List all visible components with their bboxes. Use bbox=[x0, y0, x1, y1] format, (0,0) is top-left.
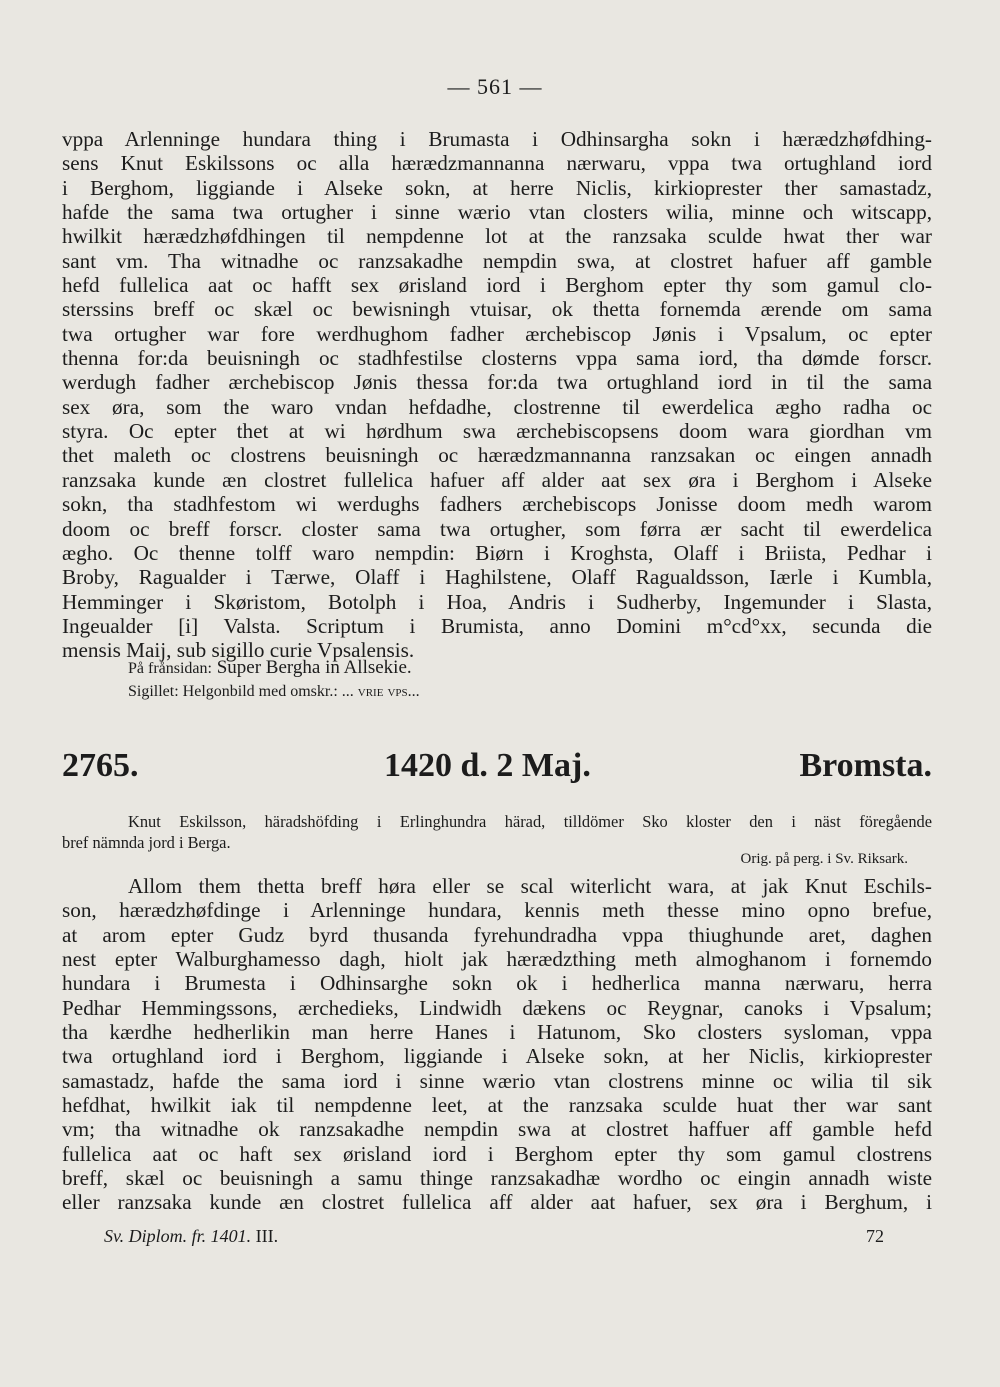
text-line: vm; tha witnadhe ok ranzsakadhe nempdin swa at clostret haffuer aff gamble hefd bbox=[62, 1117, 932, 1142]
text-line: sens Knut Eskilssons oc alla hærædzmannanna nærwaru, vppa twa ortughland iord bbox=[62, 151, 932, 176]
source-reference: Orig. på perg. i Sv. Riksark. bbox=[740, 851, 908, 867]
seal-note-label: Sigillet: bbox=[128, 683, 179, 700]
entry-place: Bromsta. bbox=[799, 747, 932, 784]
text-line: twa ortughland iord i Berghom, liggiande i Alseke sokn, at her Niclis, kirkioprester bbox=[62, 1044, 932, 1069]
back-note-label: På frånsidan: bbox=[128, 660, 212, 677]
entry-heading bbox=[62, 747, 932, 791]
text-line: Allom them thetta breff høra eller se scal witerlicht wara, at jak Knut Eschils- bbox=[128, 874, 932, 898]
entry-date: 1420 d. 2 Maj. bbox=[384, 747, 591, 784]
text-line: i Berghom, liggiande i Alseke sokn, at herre Niclis, kirkioprester ther samastadz, bbox=[62, 175, 932, 200]
footer-series bbox=[104, 1226, 278, 1247]
text-line: sokn, tha stadhfestom wi werdughs fadhers ærchebiscops Jonisse doom medh warom bbox=[62, 492, 932, 517]
back-note-text: Super Bergha in Allsekie. bbox=[216, 657, 412, 678]
summary-line: Knut Eskilsson, häradshöfding i Erlinghundra härad, tilldömer Sko kloster den i näst föregående bbox=[128, 812, 932, 831]
text-line: twa ortugher war fore werdhughom fadher ærchebiscop Jønis i Vpsalum, oc epter bbox=[62, 321, 932, 346]
seal-legend: vrie vps bbox=[357, 683, 408, 700]
text-line: doom oc breff forscr. closter sama twa ortugher, som førra ær sacht til ewerdelica bbox=[62, 516, 932, 541]
text-line: hefd fullelica aat oc hafft sex ørisland iord i Berghom epter thy som gamul clo- bbox=[62, 273, 932, 298]
text-line: sterssins breff oc skæl oc bewisningh vtuisar, ok thetta fornemda ærende om sama bbox=[62, 297, 932, 322]
seal-note-end: ... bbox=[407, 683, 420, 700]
text-line: hafde the sama twa ortugher i sinne wærio vtan closters wilia, minne och witscapp, bbox=[62, 200, 932, 225]
text-line: hundara i Brumesta i Odhinsarghe sokn ok i hedherlica manna nærwaru, herra bbox=[62, 971, 932, 996]
text-line: hefdhat, hwilkit iak til nempdenne leet, at the ranzsaka sculde huat ther war sant bbox=[62, 1093, 932, 1118]
text-line: thet maleth oc clostrens beuisningh oc hærædzmannanna ranzsakan oc eingen annadh bbox=[62, 443, 932, 468]
text-line: samastadz, hafde the sama iord i sinne wærio vtan clostrens minne oc wilia til sik bbox=[62, 1068, 932, 1093]
footer-volume: III. bbox=[255, 1226, 279, 1246]
text-line: eller ranzsaka kunde æn clostret fullelica aff alder aat hafuer, sex øra i Berghum, i bbox=[62, 1190, 932, 1215]
text-line: nest epter Walburghamesso dagh, hiolt jak hærædzthing meth almoghanom i fornemdo bbox=[62, 947, 932, 972]
seal-note-text: Helgonbild med omskr.: ... bbox=[182, 683, 358, 700]
text-line: ranzsaka kunde æn clostret fullelica hafuer aff alder aat sex øra i Berghom i Alseke bbox=[62, 467, 932, 492]
entry-number: 2765. bbox=[62, 747, 139, 784]
back-note bbox=[128, 657, 412, 679]
text-line: sex øra, som the waro vndan hefdadhe, clostrenne til ewerdelica ægho radha oc bbox=[62, 394, 932, 419]
text-line: mensis Maij, sub sigillo curie Vpsalensis. bbox=[62, 638, 415, 663]
entry-summary bbox=[62, 811, 932, 853]
text-line: at arom epter Gudz byrd thusanda fyrehundradha vppa thiughunde aret, daghen bbox=[62, 922, 932, 947]
seal-note bbox=[128, 683, 420, 701]
text-line: ægho. Oc thenne tolff waro nempdin: Biørn i Kroghsta, Olaff i Briista, Pedhar i bbox=[62, 540, 932, 565]
charter-text bbox=[62, 874, 932, 1215]
text-line: werdugh fadher ærchebiscop Jønis thessa for:da twa ortughland iord in til the sama bbox=[62, 370, 932, 395]
text-line: Hemminger i Skøristom, Botolph i Hoa, Andris i Sudherby, Ingemunder i Slasta, bbox=[62, 589, 932, 614]
text-line: breff, skæl oc beuisningh a samu thinge ranzsakadhæ wordho oc eingin annadh wiste bbox=[62, 1166, 932, 1191]
text-line: son, hærædzhøfdinge i Arlenninge hundara, kennis meth thesse mino opno brefue, bbox=[62, 898, 932, 923]
text-line: tha kærdhe hedherlikin man herre Hanes i Hatunom, Sko closters sysloman, vppa bbox=[62, 1020, 932, 1045]
footer-sheet-number: 72 bbox=[866, 1226, 884, 1246]
footer-series-title: Sv. Diplom. fr. 1401. bbox=[104, 1226, 252, 1246]
text-line: Pedhar Hemmingssons, ærchedieks, Lindwidh dækens oc Reygnar, canoks i Vpsalum; bbox=[62, 995, 932, 1020]
text-line: vppa Arlenninge hundara thing i Brumasta i Odhinsargha sokn i hærædzhøfdhing- bbox=[62, 127, 932, 151]
text-line: styra. Oc epter thet at wi hørdhum swa ærchebiscopsens doom wara giordhan vm bbox=[62, 419, 932, 444]
text-line: Broby, Ragualder i Tærwe, Olaff i Haghilstene, Olaff Ragualdsson, Iærle i Kumbla, bbox=[62, 565, 932, 590]
summary-line: bref nämnda jord i Berga. bbox=[62, 833, 231, 852]
page-number: — 561 — bbox=[447, 74, 543, 99]
text-line: hwilkit hærædzhøfdhingen til nempdenne lot at the ranzsaka sculde hwat ther war bbox=[62, 224, 932, 249]
page-footer bbox=[104, 1226, 884, 1252]
text-line: Ingeualder [i] Valsta. Scriptum i Brumista, anno Domini m°cd°xx, secunda die bbox=[62, 613, 932, 638]
charter-text-continued bbox=[62, 127, 932, 663]
text-line: fullelica aat oc haft sex ørisland iord i Berghom epter thy som gamul clostrens bbox=[62, 1141, 932, 1166]
text-line: sant vm. Tha witnadhe oc ranzsakadhe nempdin swa, at clostret hafuer aff gamble bbox=[62, 248, 932, 273]
text-line: thenna for:da beuisningh oc stadhfestilse closterns vppa sama iord, tha dømde forscr. bbox=[62, 346, 932, 371]
